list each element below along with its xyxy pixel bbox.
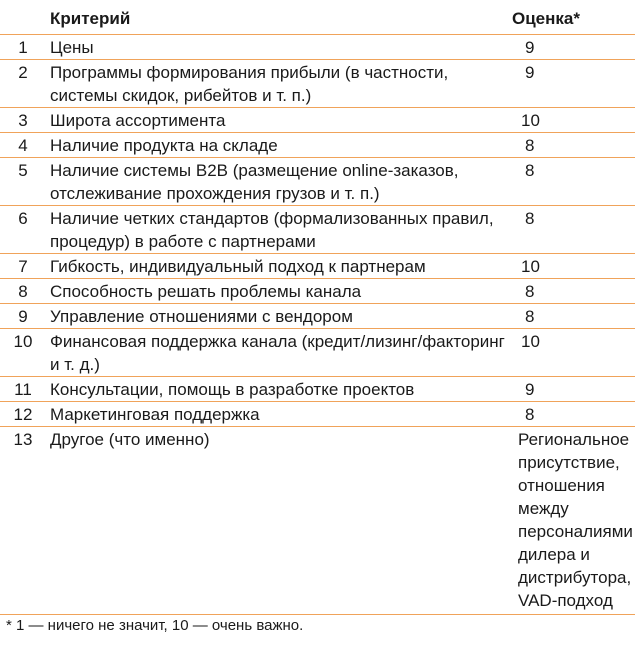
row-score: 9	[525, 38, 535, 57]
row-criterion: Консультации, помощь в разработке проектов	[50, 380, 415, 399]
header-criterion: Критерий	[50, 9, 131, 28]
row-criterion: Финансовая поддержка канала (кредит/лизинг/факторинг и т. д.)	[50, 332, 505, 374]
table-row	[0, 303, 635, 328]
row-score: 8	[525, 136, 535, 155]
row-score: 8	[525, 209, 535, 228]
row-score: 10	[521, 257, 540, 276]
row-criterion: Способность решать проблемы канала	[50, 282, 362, 301]
row-score: 8	[525, 161, 535, 180]
row-criterion: Гибкость, индивидуальный подход к партнерам	[50, 257, 426, 276]
row-num: 2	[18, 63, 28, 82]
row-num: 5	[18, 161, 28, 180]
row-num: 7	[18, 257, 28, 276]
row-criterion: Программы формирования прибыли (в частности, системы скидок, рибейтов и т. п.)	[50, 63, 449, 105]
table-row	[0, 426, 635, 615]
row-num: 4	[18, 136, 28, 155]
row-num: 13	[13, 430, 33, 449]
row-score: 10	[521, 111, 540, 130]
table-row	[0, 253, 635, 278]
row-criterion: Другое (что именно)	[50, 430, 210, 449]
row-criterion: Широта ассортимента	[50, 111, 226, 130]
row-criterion: Управление отношениями с вендором	[50, 307, 353, 326]
row-score: 10	[521, 332, 540, 351]
row-criterion: Наличие системы B2B (размещение online-заказов, отслеживание прохождения грузов и т. п.)	[50, 161, 459, 203]
row-num: 6	[18, 209, 28, 228]
row-score: 9	[525, 63, 535, 82]
table-row	[0, 376, 635, 401]
row-num: 9	[18, 307, 28, 326]
table-row	[0, 107, 635, 132]
row-num: 8	[18, 282, 28, 301]
row-score: 9	[525, 380, 535, 399]
row-score: 8	[525, 282, 535, 301]
row-criterion: Маркетинговая поддержка	[50, 405, 260, 424]
table-row	[0, 132, 635, 157]
table-row	[0, 328, 635, 376]
row-num: 11	[14, 380, 32, 399]
table-row	[0, 157, 635, 205]
table-header	[0, 6, 635, 34]
row-criterion: Цены	[50, 38, 94, 57]
footnote: * 1 — ничего не значит, 10 — очень важно.	[6, 617, 304, 634]
row-score: 8	[525, 307, 535, 326]
row-score: 8	[525, 405, 535, 424]
table-row	[0, 34, 635, 59]
row-num: 3	[18, 111, 28, 130]
table-row	[0, 59, 635, 107]
row-criterion: Наличие четких стандартов (формализованных правил, процедур) в работе с партнерами	[50, 209, 494, 251]
criteria-table	[0, 6, 635, 615]
row-num: 12	[13, 405, 33, 424]
table-row	[0, 205, 635, 253]
header-score: Оценка*	[512, 9, 580, 28]
row-score: Региональное присутствие, отношения между персоналиями дилера и дистрибутора, VAD-подход	[518, 430, 633, 610]
table-row	[0, 278, 635, 303]
table-row	[0, 401, 635, 426]
row-criterion: Наличие продукта на складе	[50, 136, 278, 155]
row-num: 10	[13, 332, 33, 351]
row-num: 1	[18, 38, 28, 57]
